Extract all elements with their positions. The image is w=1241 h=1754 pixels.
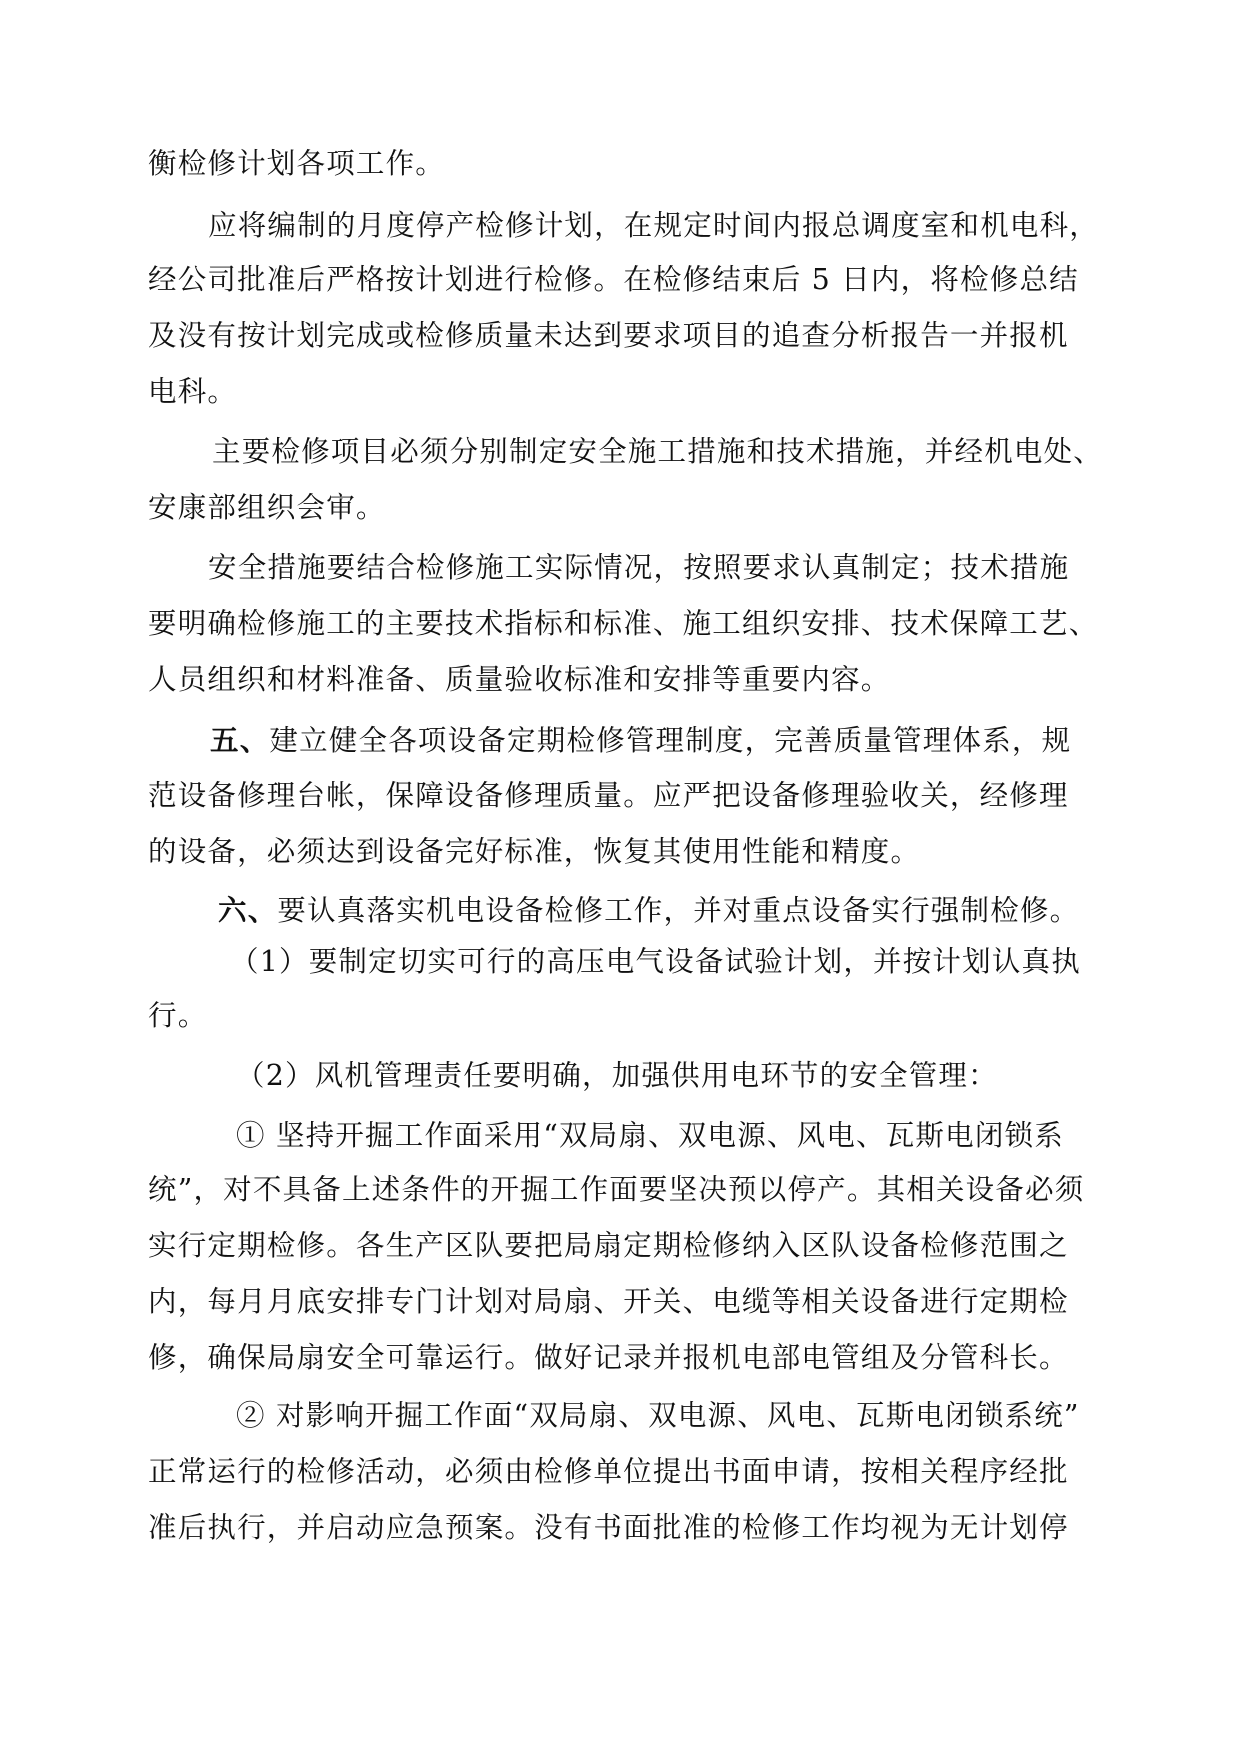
text-line-21: 内，每月月底安排专门计划对局扇、开关、电缆等相关设备进行定期检 — [148, 1285, 1069, 1318]
text-line-7: 安康部组织会审。 — [148, 491, 386, 524]
text-line-18: ① 坚持开掘工作面采用“双局扇、双电源、风电、瓦斯电闭锁系 — [236, 1119, 1064, 1152]
text-line-15: （1）要制定切实可行的高压电气设备试验计划，并按计划认真执 — [230, 945, 1081, 978]
text-line-8: 安全措施要结合检修施工实际情况，按照要求认真制定；技术措施 — [208, 551, 1070, 584]
text-line-20: 实行定期检修。各生产区队要把局扇定期检修纳入区队设备检修范围之 — [148, 1229, 1069, 1262]
section-six-text-1: 要认真落实机电设备检修工作，并对重点设备实行强制检修。 — [277, 894, 1080, 927]
text-line-17: （2）风机管理责任要明确，加强供用电环节的安全管理： — [236, 1059, 998, 1092]
text-line-19: 统”，对不具备上述条件的开掘工作面要坚决预以停产。其相关设备必须 — [148, 1173, 1085, 1206]
section-five-text-1: 建立健全各项设备定期检修管理制度，完善质量管理体系，规 — [269, 724, 1072, 757]
section-six-heading: 六、 — [218, 893, 278, 927]
text-line-4: 及没有按计划完成或检修质量未达到要求项目的追查分析报告一并报机 — [148, 319, 1069, 352]
text-line-3: 经公司批准后严格按计划进行检修。在检修结束后 5 日内，将检修总结 — [148, 263, 1079, 296]
text-line-5: 电科。 — [148, 375, 238, 408]
text-line-1: 衡检修计划各项工作。 — [148, 147, 446, 180]
section-five-line-1 — [210, 720, 1071, 761]
text-line-25: 准后执行，并启动应急预案。没有书面批准的检修工作均视为无计划停 — [148, 1511, 1069, 1544]
text-line-12: 范设备修理台帐，保障设备修理质量。应严把设备修理验收关，经修理 — [148, 779, 1069, 812]
text-line-6: 主要检修项目必须分别制定安全施工措施和技术措施，并经机电处、 — [212, 435, 1104, 468]
text-line-13: 的设备，必须达到设备完好标准，恢复其使用性能和精度。 — [148, 835, 921, 868]
text-line-9: 要明确检修施工的主要技术指标和标准、施工组织安排、技术保障工艺、 — [148, 607, 1099, 640]
text-line-16: 行。 — [148, 999, 208, 1032]
text-line-2: 应将编制的月度停产检修计划，在规定时间内报总调度室和机电科， — [208, 209, 1100, 242]
section-six-line-1 — [218, 890, 1079, 931]
text-line-23: ② 对影响开掘工作面“双局扇、双电源、风电、瓦斯电闭锁系统” — [236, 1399, 1080, 1432]
text-line-10: 人员组织和材料准备、质量验收标准和安排等重要内容。 — [148, 663, 891, 696]
text-line-22: 修，确保局扇安全可靠运行。做好记录并报机电部电管组及分管科长。 — [148, 1341, 1069, 1374]
text-line-24: 正常运行的检修活动，必须由检修单位提出书面申请，按相关程序经批 — [148, 1455, 1069, 1488]
section-five-heading: 五、 — [210, 723, 270, 757]
